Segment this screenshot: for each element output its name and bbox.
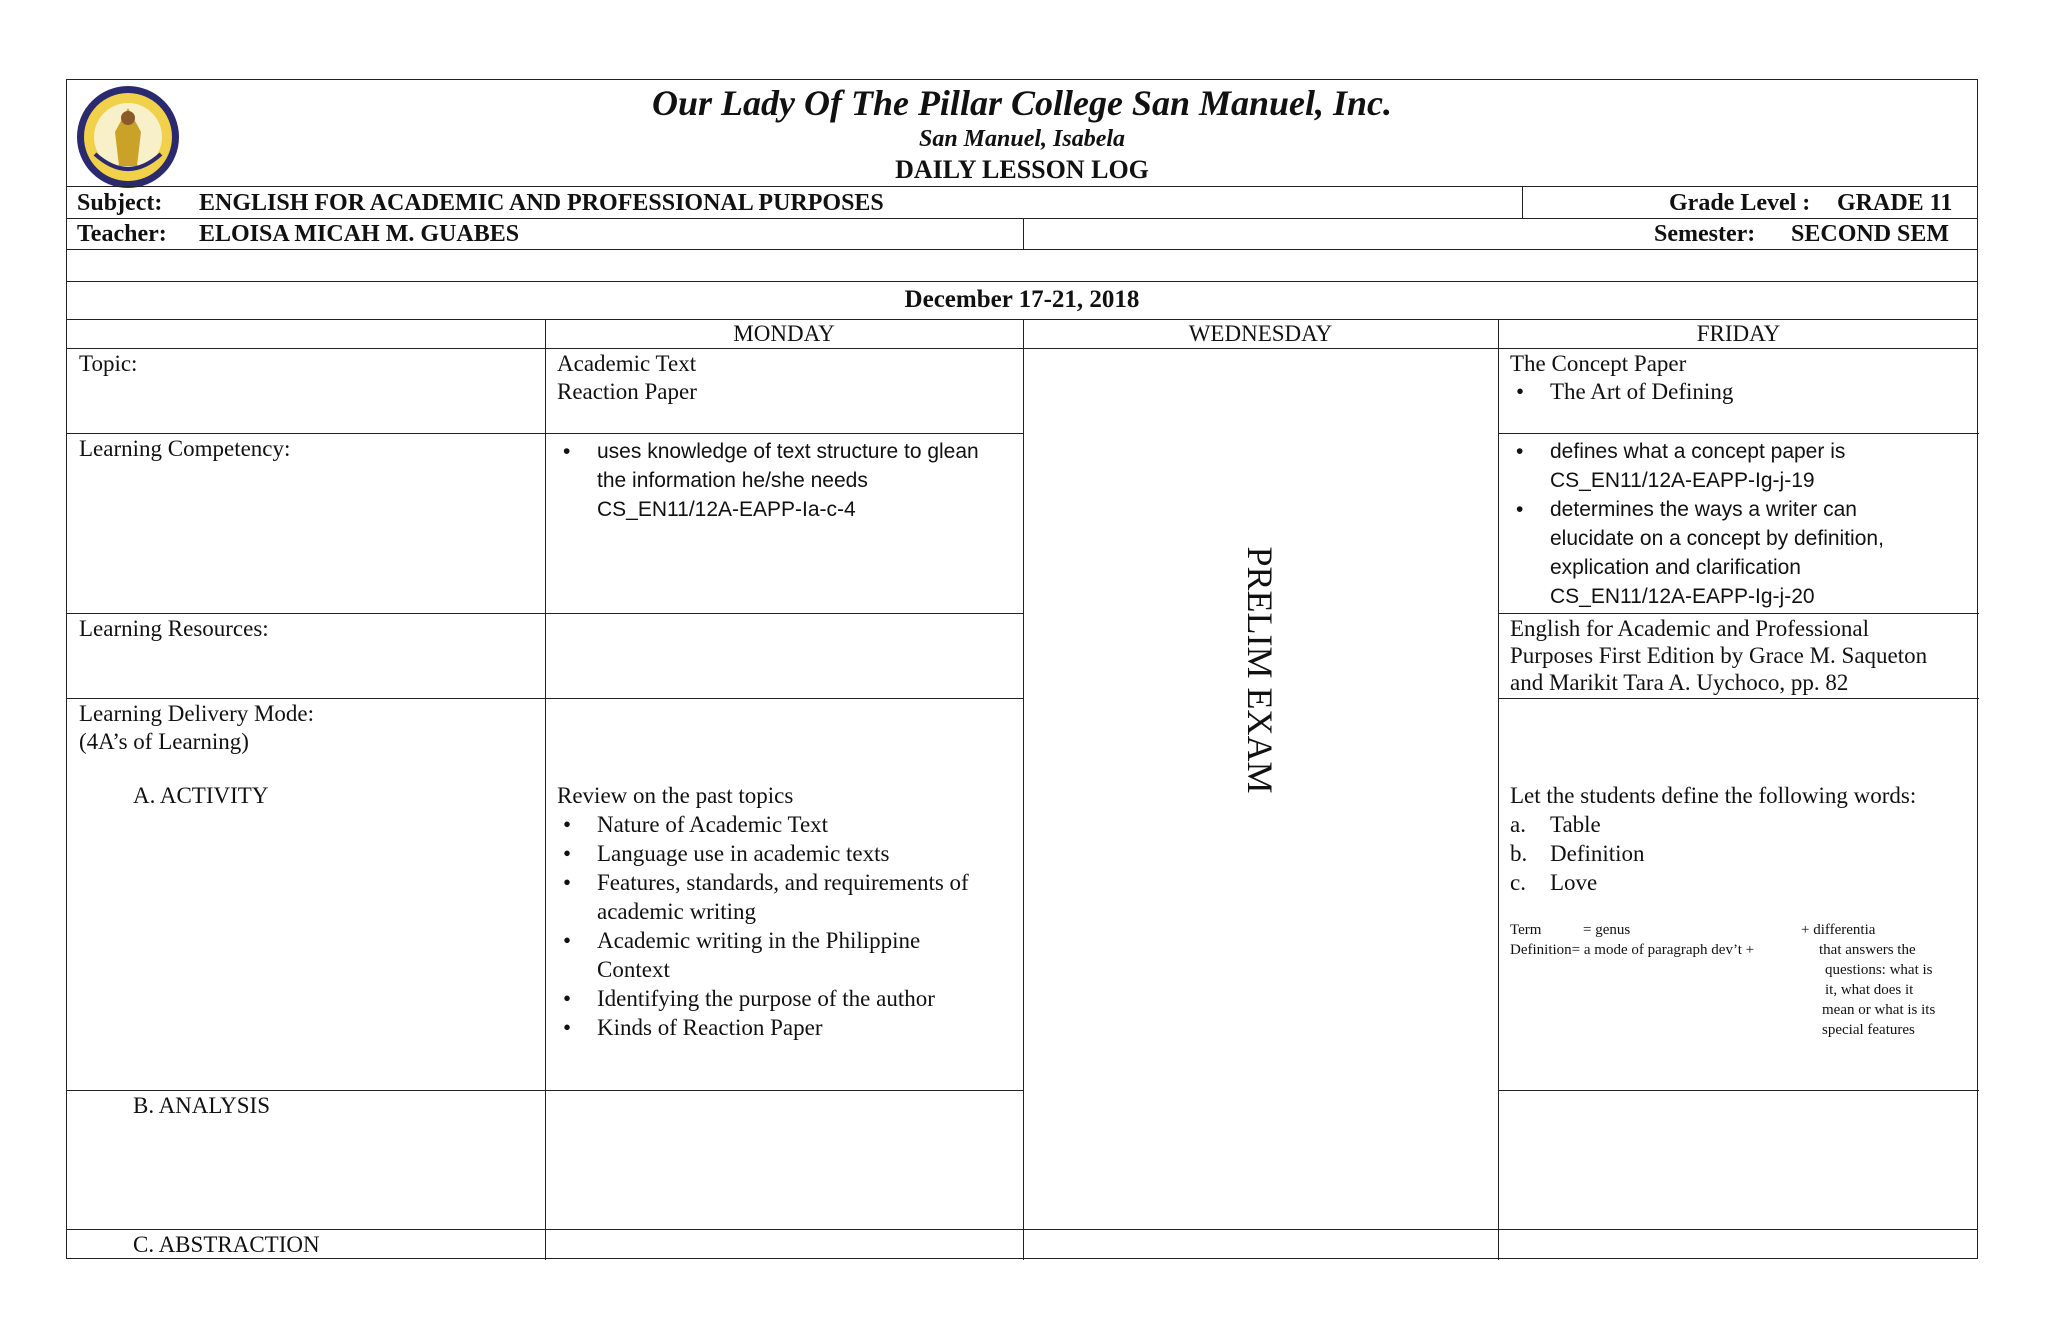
list-item: b. Definition — [1510, 841, 1645, 866]
row-label-abstraction: C. ABSTRACTION — [133, 1232, 320, 1257]
wednesday-prelim-exam: PRELIM EXAM — [1240, 546, 1280, 794]
row-label-topic: Topic: — [79, 351, 138, 376]
formula-definition: Definition= a mode of paragraph dev’t + — [1510, 942, 1755, 958]
resource-line: and Marikit Tara A. Uychoco, pp. 82 — [1510, 670, 1849, 695]
friday-competency-list — [1510, 437, 1884, 611]
lesson-log-sheet — [66, 79, 1978, 1259]
teacher-label: Teacher: — [77, 221, 167, 247]
friday-resources — [1510, 615, 1927, 696]
college-name: Our Lady Of The Pillar College San Manuel, Inc. — [651, 83, 1393, 123]
list-item: • Kinds of Reaction Paper — [557, 1013, 969, 1042]
friday-topic-list — [1510, 378, 1733, 406]
list-item: • Nature of Academic Text — [557, 810, 969, 839]
monday-activity-list — [557, 810, 969, 1042]
subject-label: Subject: — [77, 190, 163, 216]
list-item: • Features, standards, and requirements of academic writing — [557, 868, 969, 926]
list-item: • determines the ways a writer can elucidate on a concept by definition, explication and clarification CS_EN11/12A-EAPP-Ig-j-20 — [1510, 495, 1884, 611]
list-item: • Academic writing in the Philippine Context — [557, 926, 969, 984]
list-item: • uses knowledge of text structure to glean — [557, 437, 979, 466]
day-header-monday: MONDAY — [733, 321, 835, 346]
formula-term: Term — [1510, 922, 1542, 938]
row-label-resources: Learning Resources: — [79, 616, 269, 641]
list-item: • The Art of Defining — [1510, 378, 1733, 406]
friday-activity-intro: Let the students define the following words: — [1510, 783, 1917, 808]
document-title: DAILY LESSON LOG — [895, 155, 1149, 184]
semester-value: SECOND SEM — [1791, 221, 1950, 247]
formula-plus-differentia: + differentia — [1801, 922, 1876, 938]
list-item: • Identifying the purpose of the author — [557, 984, 969, 1013]
teacher-value: ELOISA MICAH M. GUABES — [199, 221, 520, 247]
semester-label: Semester: — [1654, 221, 1756, 247]
formula-answers-line: that answers the — [1819, 942, 1916, 958]
grade-label: Grade Level : — [1669, 190, 1811, 216]
list-item: a. Table — [1510, 812, 1601, 837]
list-item-continuation: the information he/she needs — [597, 469, 868, 492]
monday-topic-line-2: Reaction Paper — [557, 379, 697, 404]
row-label-activity: A. ACTIVITY — [133, 783, 269, 808]
resource-line: Purposes First Edition by Grace M. Saqueton — [1510, 643, 1928, 668]
subject-value: ENGLISH FOR ACADEMIC AND PROFESSIONAL PURPOSES — [199, 190, 884, 216]
monday-competency-list — [557, 437, 979, 524]
row-label-delivery-sub: (4A’s of Learning) — [79, 729, 249, 754]
day-header-wednesday: WEDNESDAY — [1188, 321, 1333, 346]
competency-code: CS_EN11/12A-EAPP-Ia-c-4 — [597, 498, 856, 521]
formula-answers-line: mean or what is its — [1822, 1002, 1936, 1018]
college-location: San Manuel, Isabela — [918, 126, 1126, 152]
row-label-delivery: Learning Delivery Mode: — [79, 701, 315, 726]
list-item: • Language use in academic texts — [557, 839, 969, 868]
monday-activity-intro: Review on the past topics — [557, 783, 794, 808]
friday-topic-line: The Concept Paper — [1510, 351, 1687, 376]
monday-topic-line-1: Academic Text — [557, 351, 697, 376]
formula-answers-line: special features — [1822, 1022, 1915, 1038]
list-item: • defines what a concept paper is CS_EN11/12A-EAPP-Ig-j-19 — [1510, 437, 1884, 495]
resource-line: English for Academic and Professional — [1510, 616, 1869, 641]
day-header-friday: FRIDAY — [1696, 321, 1781, 346]
row-label-analysis: B. ANALYSIS — [133, 1093, 271, 1118]
grade-value: GRADE 11 — [1837, 190, 1953, 216]
list-item: c. Love — [1510, 870, 1598, 895]
row-label-competency: Learning Competency: — [79, 436, 291, 461]
formula-answers-line: it, what does it — [1825, 982, 1914, 998]
formula-eq-genus: = genus — [1583, 922, 1631, 938]
friday-activity-list — [1510, 810, 1645, 897]
date-range: December 17-21, 2018 — [904, 286, 1140, 313]
formula-answers-line: questions: what is — [1825, 962, 1933, 978]
